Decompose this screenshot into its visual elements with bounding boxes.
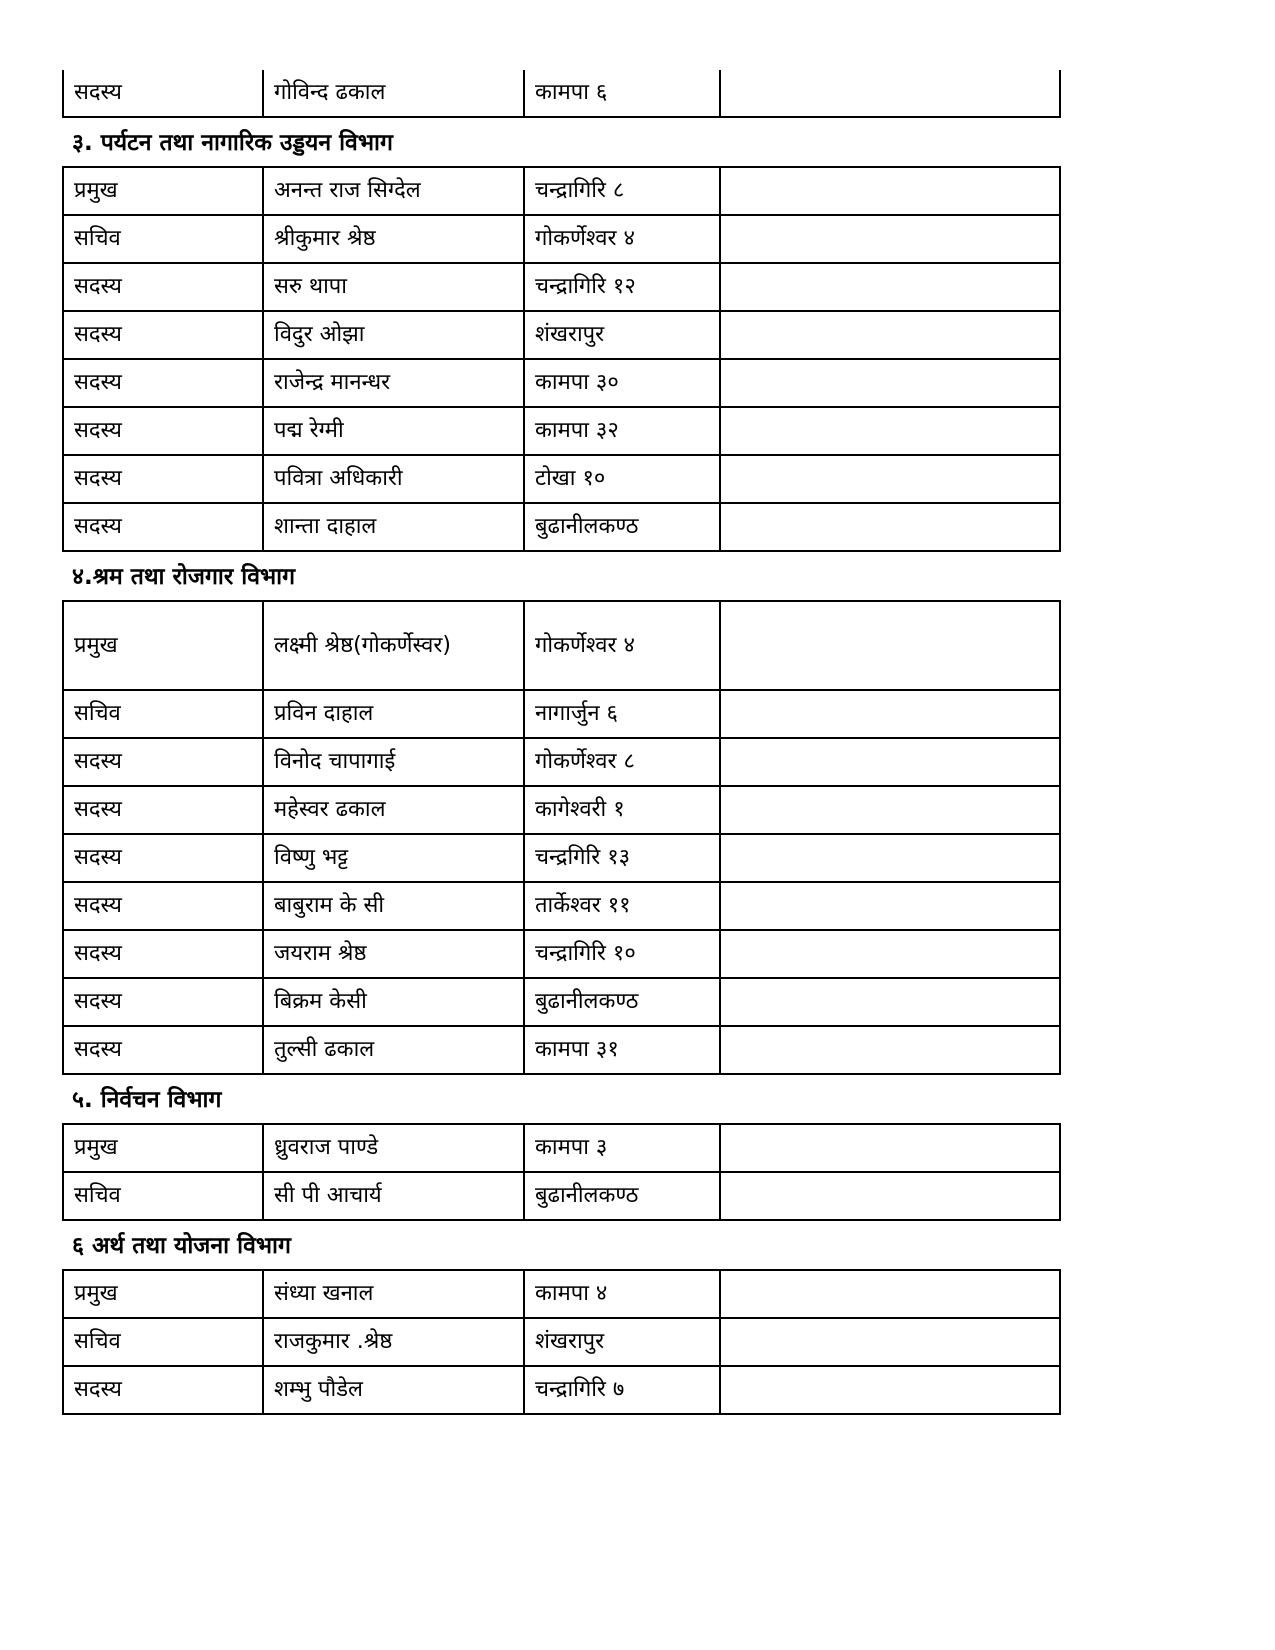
table-row xyxy=(63,70,1060,117)
role-cell: सदस्य xyxy=(63,407,263,455)
address-cell: कामपा ६ xyxy=(524,70,720,117)
role-cell: सदस्य xyxy=(63,359,263,407)
address-cell: टोखा १० xyxy=(524,455,720,503)
role-cell: सदस्य xyxy=(63,930,263,978)
department-section xyxy=(62,118,1061,552)
name-cell: सी पी आचार्य xyxy=(263,1172,524,1220)
department-member-table xyxy=(62,1123,1061,1221)
remarks-cell xyxy=(720,690,1060,738)
address-cell: शंखरापुर xyxy=(524,1318,720,1366)
role-cell: सदस्य xyxy=(63,455,263,503)
name-cell: संध्या खनाल xyxy=(263,1270,524,1318)
name-cell: महेस्वर ढकाल xyxy=(263,786,524,834)
table-row xyxy=(63,263,1060,311)
name-cell: श्रीकुमार श्रेष्ठ xyxy=(263,215,524,263)
role-cell: सचिव xyxy=(63,690,263,738)
section-title: ४.श्रम तथा रोजगार विभाग xyxy=(72,564,296,590)
table-row xyxy=(63,1172,1060,1220)
address-cell: तार्केश्वर ११ xyxy=(524,882,720,930)
address-cell: चन्द्रगिरि १३ xyxy=(524,834,720,882)
table-row xyxy=(63,601,1060,690)
address-cell: गोकर्णेश्वर ४ xyxy=(524,601,720,690)
name-cell: पद्म रेग्मी xyxy=(263,407,524,455)
remarks-cell xyxy=(720,1172,1060,1220)
name-cell: प्रविन दाहाल xyxy=(263,690,524,738)
name-cell: शान्ता दाहाल xyxy=(263,503,524,551)
section-title: ३. पर्यटन तथा नागारिक उड्डयन विभाग xyxy=(72,130,393,156)
address-cell: गोकर्णेश्वर ८ xyxy=(524,738,720,786)
table-row xyxy=(63,738,1060,786)
table-row xyxy=(63,1270,1060,1318)
table-row xyxy=(63,167,1060,215)
role-cell: सदस्य xyxy=(63,70,263,117)
address-cell: चन्द्रागिरि १० xyxy=(524,930,720,978)
name-cell: विदुर ओझा xyxy=(263,311,524,359)
address-cell: कामपा ३० xyxy=(524,359,720,407)
name-cell: लक्ष्मी श्रेष्ठ(गोकर्णेस्वर) xyxy=(263,601,524,690)
table-row xyxy=(63,503,1060,551)
department-member-table xyxy=(62,1269,1061,1415)
name-cell: पवित्रा अधिकारी xyxy=(263,455,524,503)
address-cell: शंखरापुर xyxy=(524,311,720,359)
section-title: ६ अर्थ तथा योजना विभाग xyxy=(72,1233,291,1259)
role-cell: सदस्य xyxy=(63,311,263,359)
document-page xyxy=(62,70,1061,1415)
name-cell: बाबुराम के सी xyxy=(263,882,524,930)
remarks-cell xyxy=(720,455,1060,503)
remarks-cell xyxy=(720,834,1060,882)
remarks-cell xyxy=(720,1318,1060,1366)
department-section xyxy=(62,1221,1061,1415)
name-cell: विष्णु भट्ट xyxy=(263,834,524,882)
department-member-table xyxy=(62,600,1061,1075)
role-cell: सदस्य xyxy=(63,738,263,786)
table-row xyxy=(63,834,1060,882)
address-cell: चन्द्रागिरि ७ xyxy=(524,1366,720,1414)
remarks-cell xyxy=(720,882,1060,930)
remarks-cell xyxy=(720,311,1060,359)
name-cell: शम्भु पौडेल xyxy=(263,1366,524,1414)
table-row xyxy=(63,786,1060,834)
address-cell: बुढानीलकण्ठ xyxy=(524,1172,720,1220)
remarks-cell xyxy=(720,167,1060,215)
table-row xyxy=(63,1124,1060,1172)
table-row xyxy=(63,882,1060,930)
role-cell: प्रमुख xyxy=(63,1124,263,1172)
role-cell: सदस्य xyxy=(63,882,263,930)
address-cell: चन्द्रागिरि ८ xyxy=(524,167,720,215)
table-row xyxy=(63,215,1060,263)
table-row xyxy=(63,1366,1060,1414)
address-cell: नागार्जुन ६ xyxy=(524,690,720,738)
table-row xyxy=(63,311,1060,359)
name-cell: विनोद चापागाई xyxy=(263,738,524,786)
remarks-cell xyxy=(720,503,1060,551)
name-cell: राजेन्द्र मानन्धर xyxy=(263,359,524,407)
name-cell: राजकुमार .श्रेष्ठ xyxy=(263,1318,524,1366)
department-section xyxy=(62,552,1061,1075)
role-cell: सचिव xyxy=(63,1318,263,1366)
table-row xyxy=(63,930,1060,978)
table-row xyxy=(63,1026,1060,1074)
continued-member-table xyxy=(62,70,1061,118)
name-cell: ध्रुवराज पाण्डे xyxy=(263,1124,524,1172)
address-cell: गोकर्णेश्वर ४ xyxy=(524,215,720,263)
name-cell: गोविन्द ढकाल xyxy=(263,70,524,117)
role-cell: सदस्य xyxy=(63,978,263,1026)
remarks-cell xyxy=(720,215,1060,263)
role-cell: सदस्य xyxy=(63,503,263,551)
table-row xyxy=(63,690,1060,738)
role-cell: प्रमुख xyxy=(63,1270,263,1318)
address-cell: कामपा ४ xyxy=(524,1270,720,1318)
role-cell: सचिव xyxy=(63,1172,263,1220)
remarks-cell xyxy=(720,1270,1060,1318)
table-row xyxy=(63,978,1060,1026)
role-cell: सचिव xyxy=(63,215,263,263)
table-row xyxy=(63,407,1060,455)
remarks-cell xyxy=(720,70,1060,117)
role-cell: सदस्य xyxy=(63,786,263,834)
department-section xyxy=(62,1075,1061,1221)
remarks-cell xyxy=(720,601,1060,690)
remarks-cell xyxy=(720,786,1060,834)
remarks-cell xyxy=(720,930,1060,978)
role-cell: सदस्य xyxy=(63,263,263,311)
remarks-cell xyxy=(720,1026,1060,1074)
address-cell: कामपा ३२ xyxy=(524,407,720,455)
role-cell: सदस्य xyxy=(63,834,263,882)
role-cell: प्रमुख xyxy=(63,167,263,215)
section-title: ५. निर्वचन विभाग xyxy=(72,1087,222,1113)
table-row xyxy=(63,359,1060,407)
name-cell: अनन्त राज सिग्देल xyxy=(263,167,524,215)
remarks-cell xyxy=(720,1124,1060,1172)
remarks-cell xyxy=(720,359,1060,407)
address-cell: चन्द्रागिरि १२ xyxy=(524,263,720,311)
name-cell: तुल्सी ढकाल xyxy=(263,1026,524,1074)
name-cell: सरु थापा xyxy=(263,263,524,311)
remarks-cell xyxy=(720,263,1060,311)
name-cell: जयराम श्रेष्ठ xyxy=(263,930,524,978)
department-member-table xyxy=(62,166,1061,552)
role-cell: सदस्य xyxy=(63,1366,263,1414)
department-sections xyxy=(62,118,1061,1415)
table-row xyxy=(63,1318,1060,1366)
remarks-cell xyxy=(720,738,1060,786)
table-row xyxy=(63,455,1060,503)
role-cell: सदस्य xyxy=(63,1026,263,1074)
address-cell: कामपा ३१ xyxy=(524,1026,720,1074)
address-cell: कागेश्वरी १ xyxy=(524,786,720,834)
remarks-cell xyxy=(720,978,1060,1026)
address-cell: कामपा ३ xyxy=(524,1124,720,1172)
remarks-cell xyxy=(720,1366,1060,1414)
address-cell: बुढानीलकण्ठ xyxy=(524,503,720,551)
role-cell: प्रमुख xyxy=(63,601,263,690)
address-cell: बुढानीलकण्ठ xyxy=(524,978,720,1026)
name-cell: बिक्रम केसी xyxy=(263,978,524,1026)
remarks-cell xyxy=(720,407,1060,455)
